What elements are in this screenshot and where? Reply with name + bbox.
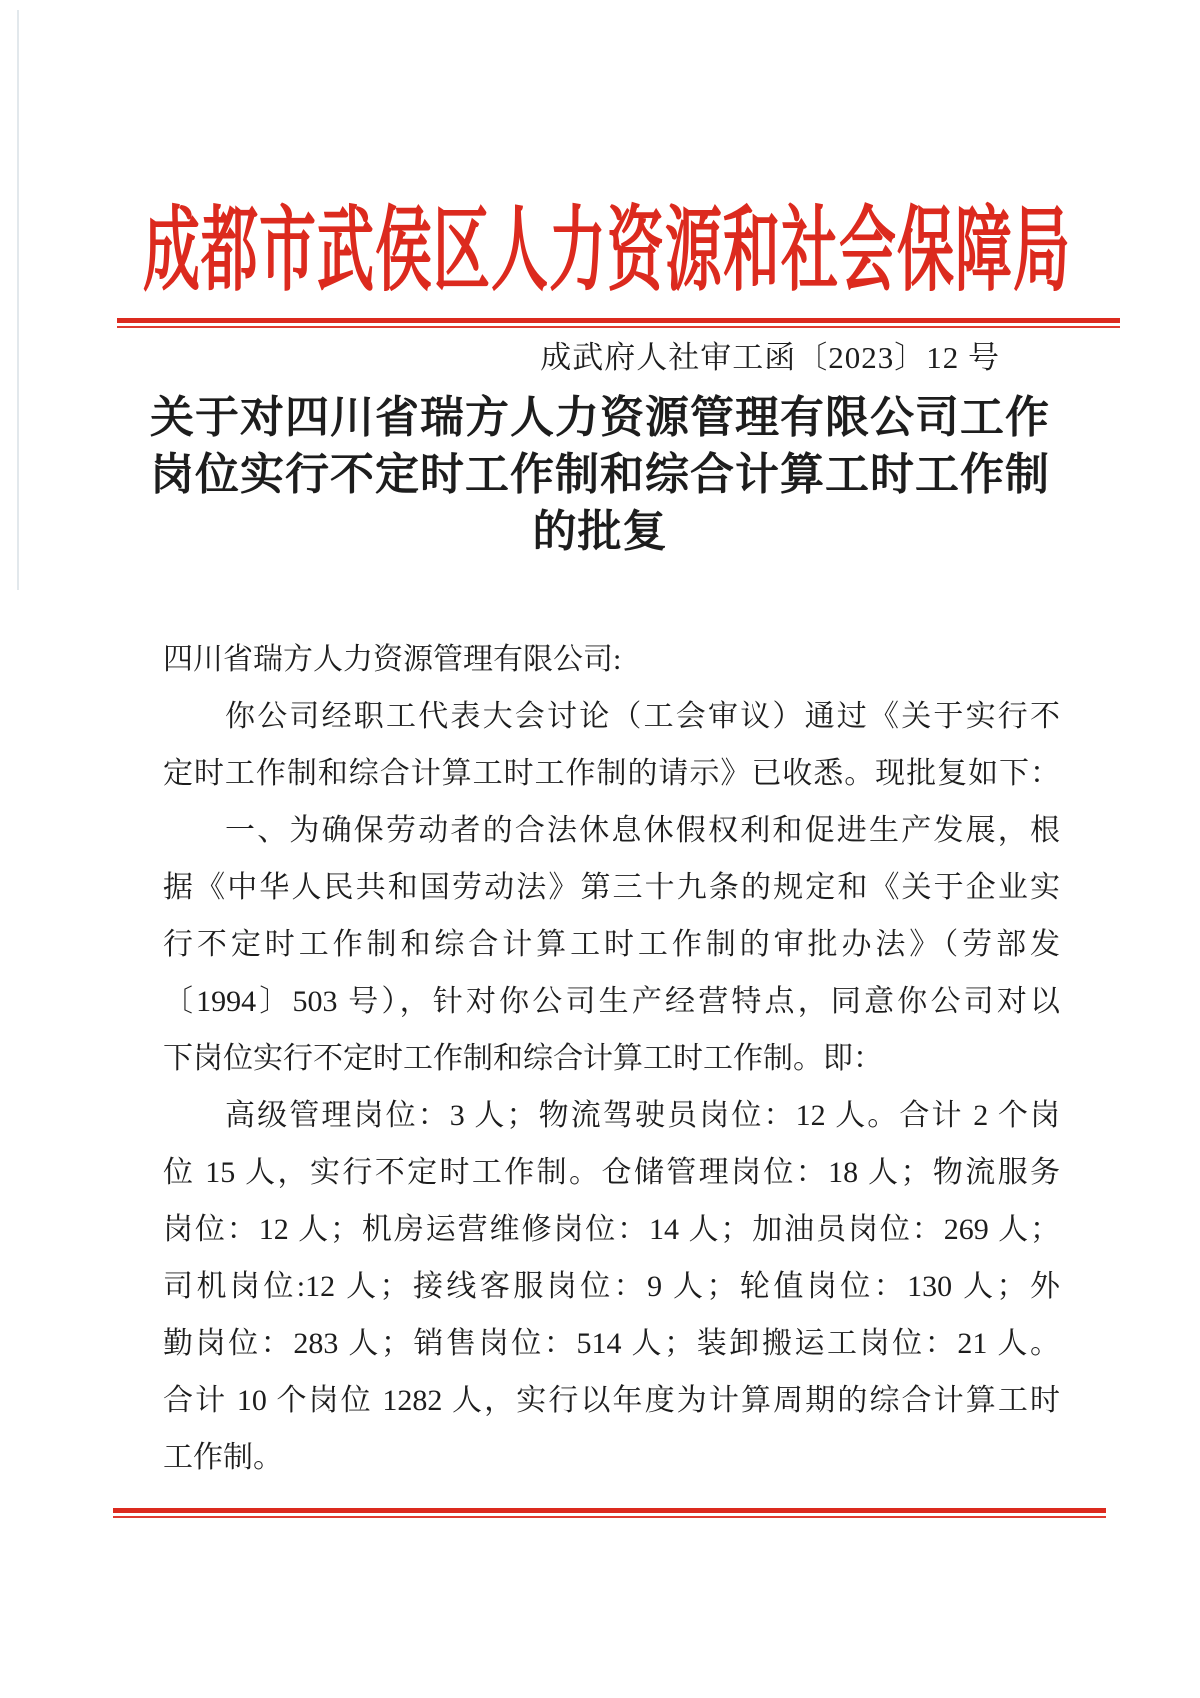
body-line: 你公司经职工代表大会讨论（工会审议）通过《关于实行不 — [225, 700, 1060, 733]
doc-title-line: 的批复 — [532, 507, 668, 556]
doc-title-line: 岗位实行不定时工作制和综合计算工时工作制 — [150, 450, 1050, 499]
red-rule-thin — [113, 1516, 1106, 1518]
red-rule-thick — [117, 318, 1120, 323]
doc-title — [150, 389, 1050, 560]
body-line: 〔1994〕503 号），针对你公司生产经营特点，同意你公司对以 — [163, 985, 1060, 1018]
body-line: 合计 10 个岗位 1282 人，实行以年度为计算周期的综合计算工时 — [163, 1384, 1060, 1417]
body-line: 行不定时工作制和综合计算工时工作制的审批办法》（劳部发 — [163, 928, 1060, 961]
body-line: 高级管理岗位：3 人；物流驾驶员岗位：12 人。合计 2 个岗 — [225, 1099, 1060, 1132]
body-line: 司机岗位:12 人；接线客服岗位：9 人；轮值岗位：130 人；外 — [163, 1270, 1060, 1303]
body-line: 勤岗位：283 人；销售岗位：514 人；装卸搬运工岗位：21 人。 — [163, 1327, 1060, 1360]
body-line: 岗位：12 人；机房运营维修岗位：14 人；加油员岗位：269 人； — [163, 1213, 1060, 1246]
body-line: 工作制。 — [163, 1441, 283, 1474]
doc-title-line: 关于对四川省瑞方人力资源管理有限公司工作 — [150, 393, 1050, 442]
red-rule-thin — [117, 326, 1120, 328]
body-line: 定时工作制和综合计算工时工作制的请示》已收悉。现批复如下： — [163, 757, 1060, 790]
document-body — [163, 631, 1060, 1486]
red-separator-bottom — [113, 1508, 1106, 1518]
red-rule-thick — [113, 1508, 1106, 1513]
body-line: 下岗位实行不定时工作制和综合计算工时工作制。即： — [163, 1042, 883, 1075]
body-line: 据《中华人民共和国劳动法》第三十九条的规定和《关于企业实 — [163, 871, 1060, 904]
red-separator-top — [117, 318, 1120, 328]
scan-artifact-line — [17, 10, 19, 590]
body-line: 一、为确保劳动者的合法休息休假权利和促进生产发展，根 — [225, 814, 1060, 847]
body-line: 四川省瑞方人力资源管理有限公司: — [163, 643, 622, 676]
doc-number: 成武府人社审工函〔2023〕12 号 — [540, 340, 1000, 375]
body-line: 位 15 人，实行不定时工作制。仓储管理岗位：18 人；物流服务 — [163, 1156, 1060, 1189]
agency-name: 成都市武侯区人力资源和社会保障局 — [143, 201, 1071, 304]
